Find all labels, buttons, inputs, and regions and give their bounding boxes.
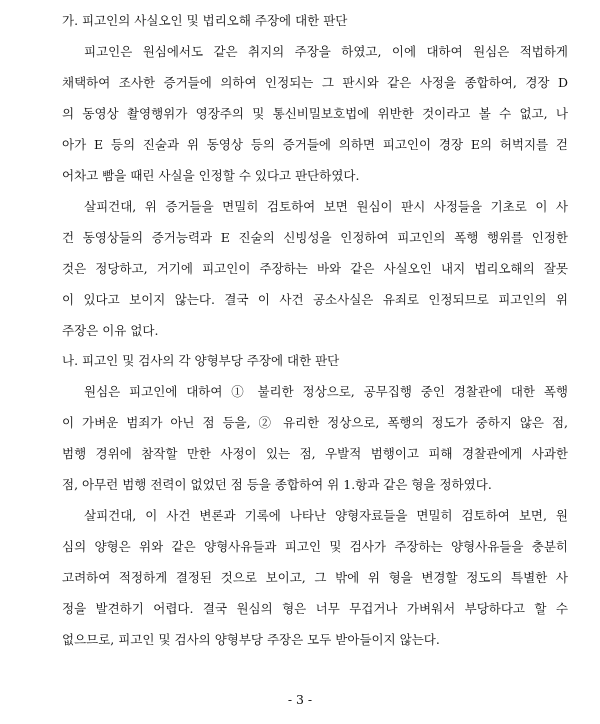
paragraph-line: 채택하여 조사한 증거들에 의하여 인정되는 그 판시와 같은 사정을 종합하여, 경장 D (62, 75, 568, 90)
paragraph-line: 주장은 이유 없다. (62, 323, 159, 338)
paragraph-line: 점, 아무런 범행 전력이 없었던 점 등을 종합하여 위 1.항과 같은 형을 정하였다. (62, 477, 492, 492)
paragraph-line: 이 있다고 보이지 않는다. 결국 이 사건 공소사실은 유죄로 인정되므로 피고인의 위 (62, 292, 568, 307)
paragraph-line: 고려하여 적정하게 결정된 것으로 보이고, 그 밖에 위 형을 변경할 정도의 특별한 사 (62, 570, 568, 585)
paragraph-line: 원심은 피고인에 대하여 ① 불리한 정상으로, 공무집행 중인 경찰관에 대한 폭행 (84, 384, 568, 399)
paragraph-line: 것은 정당하고, 거기에 피고인이 주장하는 바와 같은 사실오인 내지 법리오해의 잘못 (62, 261, 568, 276)
paragraph-line: 의 동영상 촬영행위가 영장주의 및 통신비밀보호법에 위반한 것이라고 볼 수 없고, 나 (62, 106, 568, 121)
section-a-heading: 가. 피고인의 사실오인 및 법리오해 주장에 대한 판단 (62, 13, 348, 28)
paragraph-line: 살피건대, 이 사건 변론과 기록에 나타난 양형자료들을 면밀히 검토하여 보면, 원 (84, 508, 568, 523)
paragraph-line: 건 동영상들의 증거능력과 E 진술의 신빙성을 인정하여 피고인의 폭행 행위를 인정한 (62, 230, 568, 245)
paragraph-line: 피고인은 원심에서도 같은 취지의 주장을 하였고, 이에 대하여 원심은 적법하게 (84, 44, 568, 59)
section-b-heading: 나. 피고인 및 검사의 각 양형부당 주장에 대한 판단 (62, 353, 340, 368)
paragraph-line: 범행 경위에 참작할 만한 사정이 있는 점, 우발적 범행이고 피해 경찰관에게 사과한 (62, 446, 568, 461)
paragraph-line: 살피건대, 위 증거들을 면밀히 검토하여 보면 원심이 판시 사정들을 기초로 이 사 (84, 199, 568, 214)
paragraph-line: 아가 E 등의 진술과 위 동영상 등의 증거들에 의하면 피고인이 경장 E의 허벅지를 걷 (62, 137, 568, 152)
paragraph-line: 심의 양형은 위와 같은 양형사유들과 피고인 및 검사가 주장하는 양형사유들을 충분히 (62, 539, 568, 554)
paragraph-line: 어차고 빰을 때린 사실을 인정할 수 있다고 판단하였다. (62, 168, 360, 183)
paragraph-line: 정을 발견하기 어렵다. 결국 원심의 형은 너무 무겁거나 가벼워서 부당하다고 할 수 (62, 601, 568, 616)
page-number: - 3 - (287, 692, 313, 707)
paragraph-line: 없으므로, 피고인 및 검사의 양형부당 주장은 모두 받아들이지 않는다. (62, 632, 440, 647)
paragraph-line: 이 가벼운 범죄가 아닌 점 등을, ② 유리한 정상으로, 폭행의 정도가 중하지 않은 점, (62, 415, 568, 430)
